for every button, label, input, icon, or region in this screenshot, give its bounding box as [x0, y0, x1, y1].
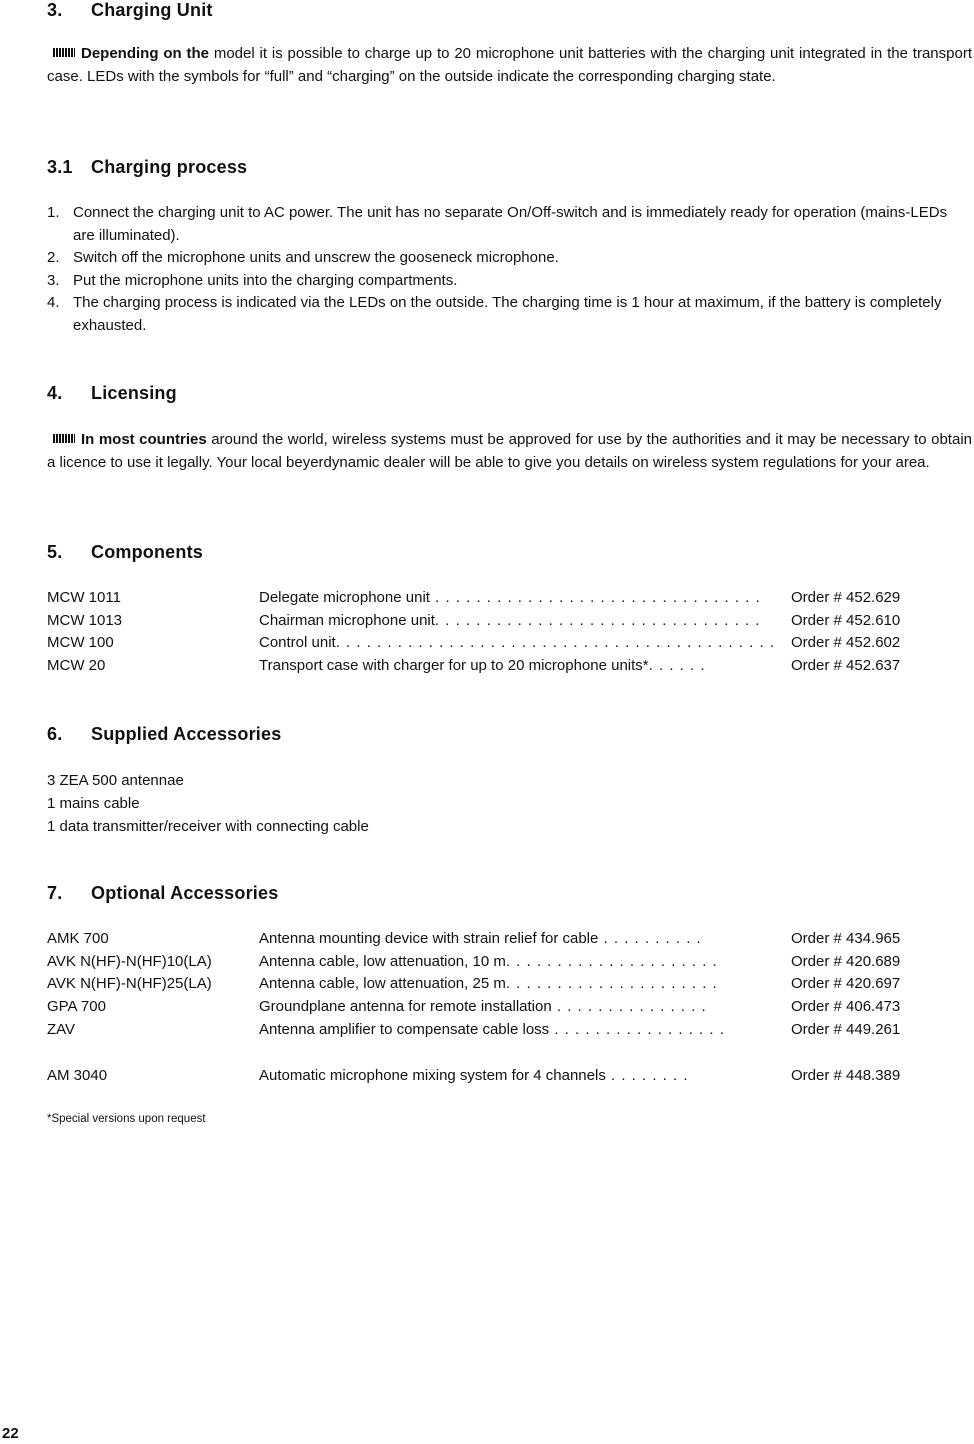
list-item: 1 mains cable	[47, 795, 140, 812]
section-3-heading	[47, 0, 213, 21]
section-title: Charging process	[91, 157, 248, 177]
table-row: MCW 1011 Delegate microphone unit . . . . . . . . . . . . . . . . . . . . . . . . . . . . . . . . Order # 452.629	[47, 589, 901, 606]
supplied-accessories-list	[47, 769, 369, 838]
charging-steps-list	[47, 202, 972, 337]
table-row: ZAV Antenna amplifier to compensate cable loss . . . . . . . . . . . . . . . . . Order # 449.261	[47, 1020, 901, 1038]
paragraph-marker-icon	[53, 434, 75, 443]
section-number: 5.	[47, 542, 63, 562]
section-number: 6.	[47, 724, 63, 744]
section-3-1-heading	[47, 157, 247, 178]
section-number: 4.	[47, 383, 63, 403]
section-title: Optional Accessories	[91, 883, 279, 903]
optional-accessories-table	[47, 928, 900, 1087]
list-item: 4. The charging process is indicated via the LEDs on the outside. The charging time is 1 hour at maximum, if the battery is completely exhausted.	[47, 294, 942, 334]
components-table	[47, 587, 900, 678]
section-4-paragraph	[47, 428, 972, 474]
body-text: model it is possible to charge up to 20 microphone unit batteries with the charging unit integrated in the transport case. LEDs with the symbols for “full” and “charging” on the outside indicate the corresponding charging state.	[47, 45, 972, 85]
list-item: 3 ZEA 500 antennae	[47, 772, 184, 789]
table-row: AVK N(HF)-N(HF)10(LA) Antenna cable, low attenuation, 10 m. . . . . . . . . . . . . . . . . . . . . Order # 420.689	[47, 952, 901, 970]
section-4-heading	[47, 383, 177, 404]
table-row: AM 3040 Automatic microphone mixing system for 4 channels . . . . . . . . Order # 448.389	[47, 1066, 901, 1084]
table-row: AMK 700 Antenna mounting device with strain relief for cable . . . . . . . . . . Order # 434.965	[47, 930, 901, 947]
list-item: 1 data transmitter/receiver with connecting cable	[47, 818, 369, 835]
lead-text: In most countries	[81, 431, 207, 448]
section-5-heading	[47, 542, 203, 563]
lead-text: Depending on the	[81, 45, 209, 62]
body-text: around the world, wireless systems must be approved for use by the authorities and it may be necessary to obtain a licence to use it legally. Your local beyerdynamic dealer will be able to give you details on wireless system regulations for your area.	[47, 431, 972, 471]
list-item: 2. Switch off the microphone units and unscrew the gooseneck microphone.	[47, 249, 559, 266]
section-number: 3.	[47, 0, 63, 20]
table-row: MCW 1013 Chairman microphone unit. . . . . . . . . . . . . . . . . . . . . . . . . . . . . . . . Order # 452.610	[47, 611, 901, 629]
section-3-paragraph	[47, 42, 972, 88]
table-row: AVK N(HF)-N(HF)25(LA) Antenna cable, low attenuation, 25 m. . . . . . . . . . . . . . . . . . . . . Order # 420.697	[47, 975, 901, 993]
section-number: 3.1	[47, 157, 73, 177]
table-row: GPA 700 Groundplane antenna for remote installation . . . . . . . . . . . . . . . Order # 406.473	[47, 998, 901, 1016]
table-row: MCW 20 Transport case with charger for up to 20 microphone units*. . . . . . Order # 452.637	[47, 657, 901, 675]
footnote: *Special versions upon request	[47, 1113, 206, 1125]
list-item: 3. Put the microphone units into the charging compartments.	[47, 271, 458, 289]
table-row: MCW 100 Control unit. . . . . . . . . . . . . . . . . . . . . . . . . . . . . . . . . . . . . . . . . . . Order # 452.602	[47, 634, 901, 652]
section-title: Charging Unit	[91, 0, 213, 20]
section-6-heading	[47, 724, 281, 745]
page-number: 22	[2, 1425, 19, 1442]
section-title: Supplied Accessories	[91, 724, 282, 744]
section-title: Components	[91, 542, 203, 562]
section-number: 7.	[47, 883, 63, 903]
paragraph-marker-icon	[53, 48, 75, 57]
list-item: 1. Connect the charging unit to AC power. The unit has no separate On/Off-switch and is immediately ready for operation (mains-LEDs are illuminated).	[47, 204, 948, 244]
section-title: Licensing	[91, 383, 177, 403]
section-7-heading	[47, 883, 278, 904]
